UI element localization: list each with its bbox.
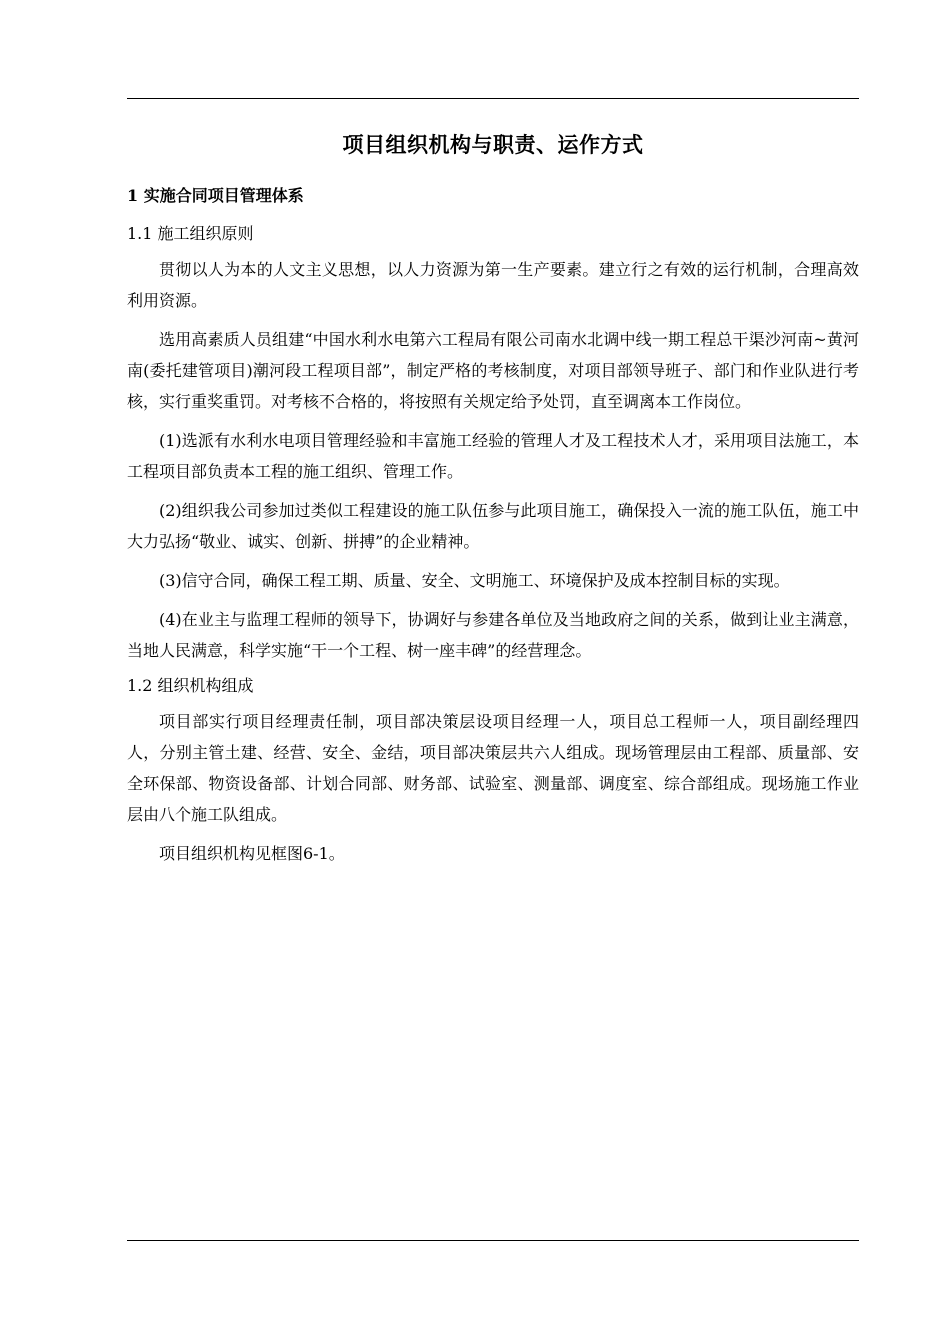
- list-paragraph: (3)信守合同，确保工程工期、质量、安全、文明施工、环境保护及成本控制目标的实现。: [159, 571, 790, 590]
- paragraph: 选用高素质人员组建“中国水利水电第六工程局有限公司南水北调中线一期工程总干渠沙河南~黄河南(委托建管项目)潮河段工程项目部”，制定严格的考核制度，对项目部领导班子、部门和作业队进行考核，实行重奖重罚。对考核不合格的，将按照有关规定给予处罚，直至调离本工作岗位。: [127, 330, 859, 411]
- list-paragraph: (2)组织我公司参加过类似工程建设的施工队伍参与此项目施工，确保投入一流的施工队伍，施工中大力弘扬“敬业、诚实、创新、拼搏”的企业精神。: [127, 501, 859, 551]
- paragraph: 项目组织机构见框图6-1。: [159, 844, 345, 863]
- footer-rule: [127, 1240, 859, 1241]
- document-title: 项目组织机构与职责、运作方式: [342, 132, 644, 157]
- document-body: [127, 128, 859, 877]
- list-paragraph: (4)在业主与监理工程师的领导下，协调好与参建各单位及当地政府之间的关系，做到让业主满意，当地人民满意，科学实施“干一个工程、树一座丰碑”的经营理念。: [127, 610, 859, 660]
- header-rule: [127, 98, 859, 99]
- paragraph: 项目部实行项目经理责任制，项目部决策层设项目经理一人，项目总工程师一人，项目副经理四人，分别主管土建、经营、安全、金结，项目部决策层共六人组成。现场管理层由工程部、质量部、安全环保部、物资设备部、计划合同部、财务部、试验室、测量部、调度室、综合部组成。现场施工作业层由八个施工队组成。: [127, 712, 859, 824]
- section-heading-1: 1 实施合同项目管理体系: [127, 186, 304, 205]
- subsection-heading-1-1: 1.1 施工组织原则: [127, 224, 254, 243]
- subsection-heading-1-2: 1.2 组织机构组成: [127, 676, 254, 695]
- list-paragraph: (1)选派有水利水电项目管理经验和丰富施工经验的管理人才及工程技术人才，采用项目法施工，本工程项目部负责本工程的施工组织、管理工作。: [127, 431, 859, 481]
- paragraph: 贯彻以人为本的人文主义思想，以人力资源为第一生产要素。建立行之有效的运行机制，合理高效利用资源。: [127, 260, 859, 310]
